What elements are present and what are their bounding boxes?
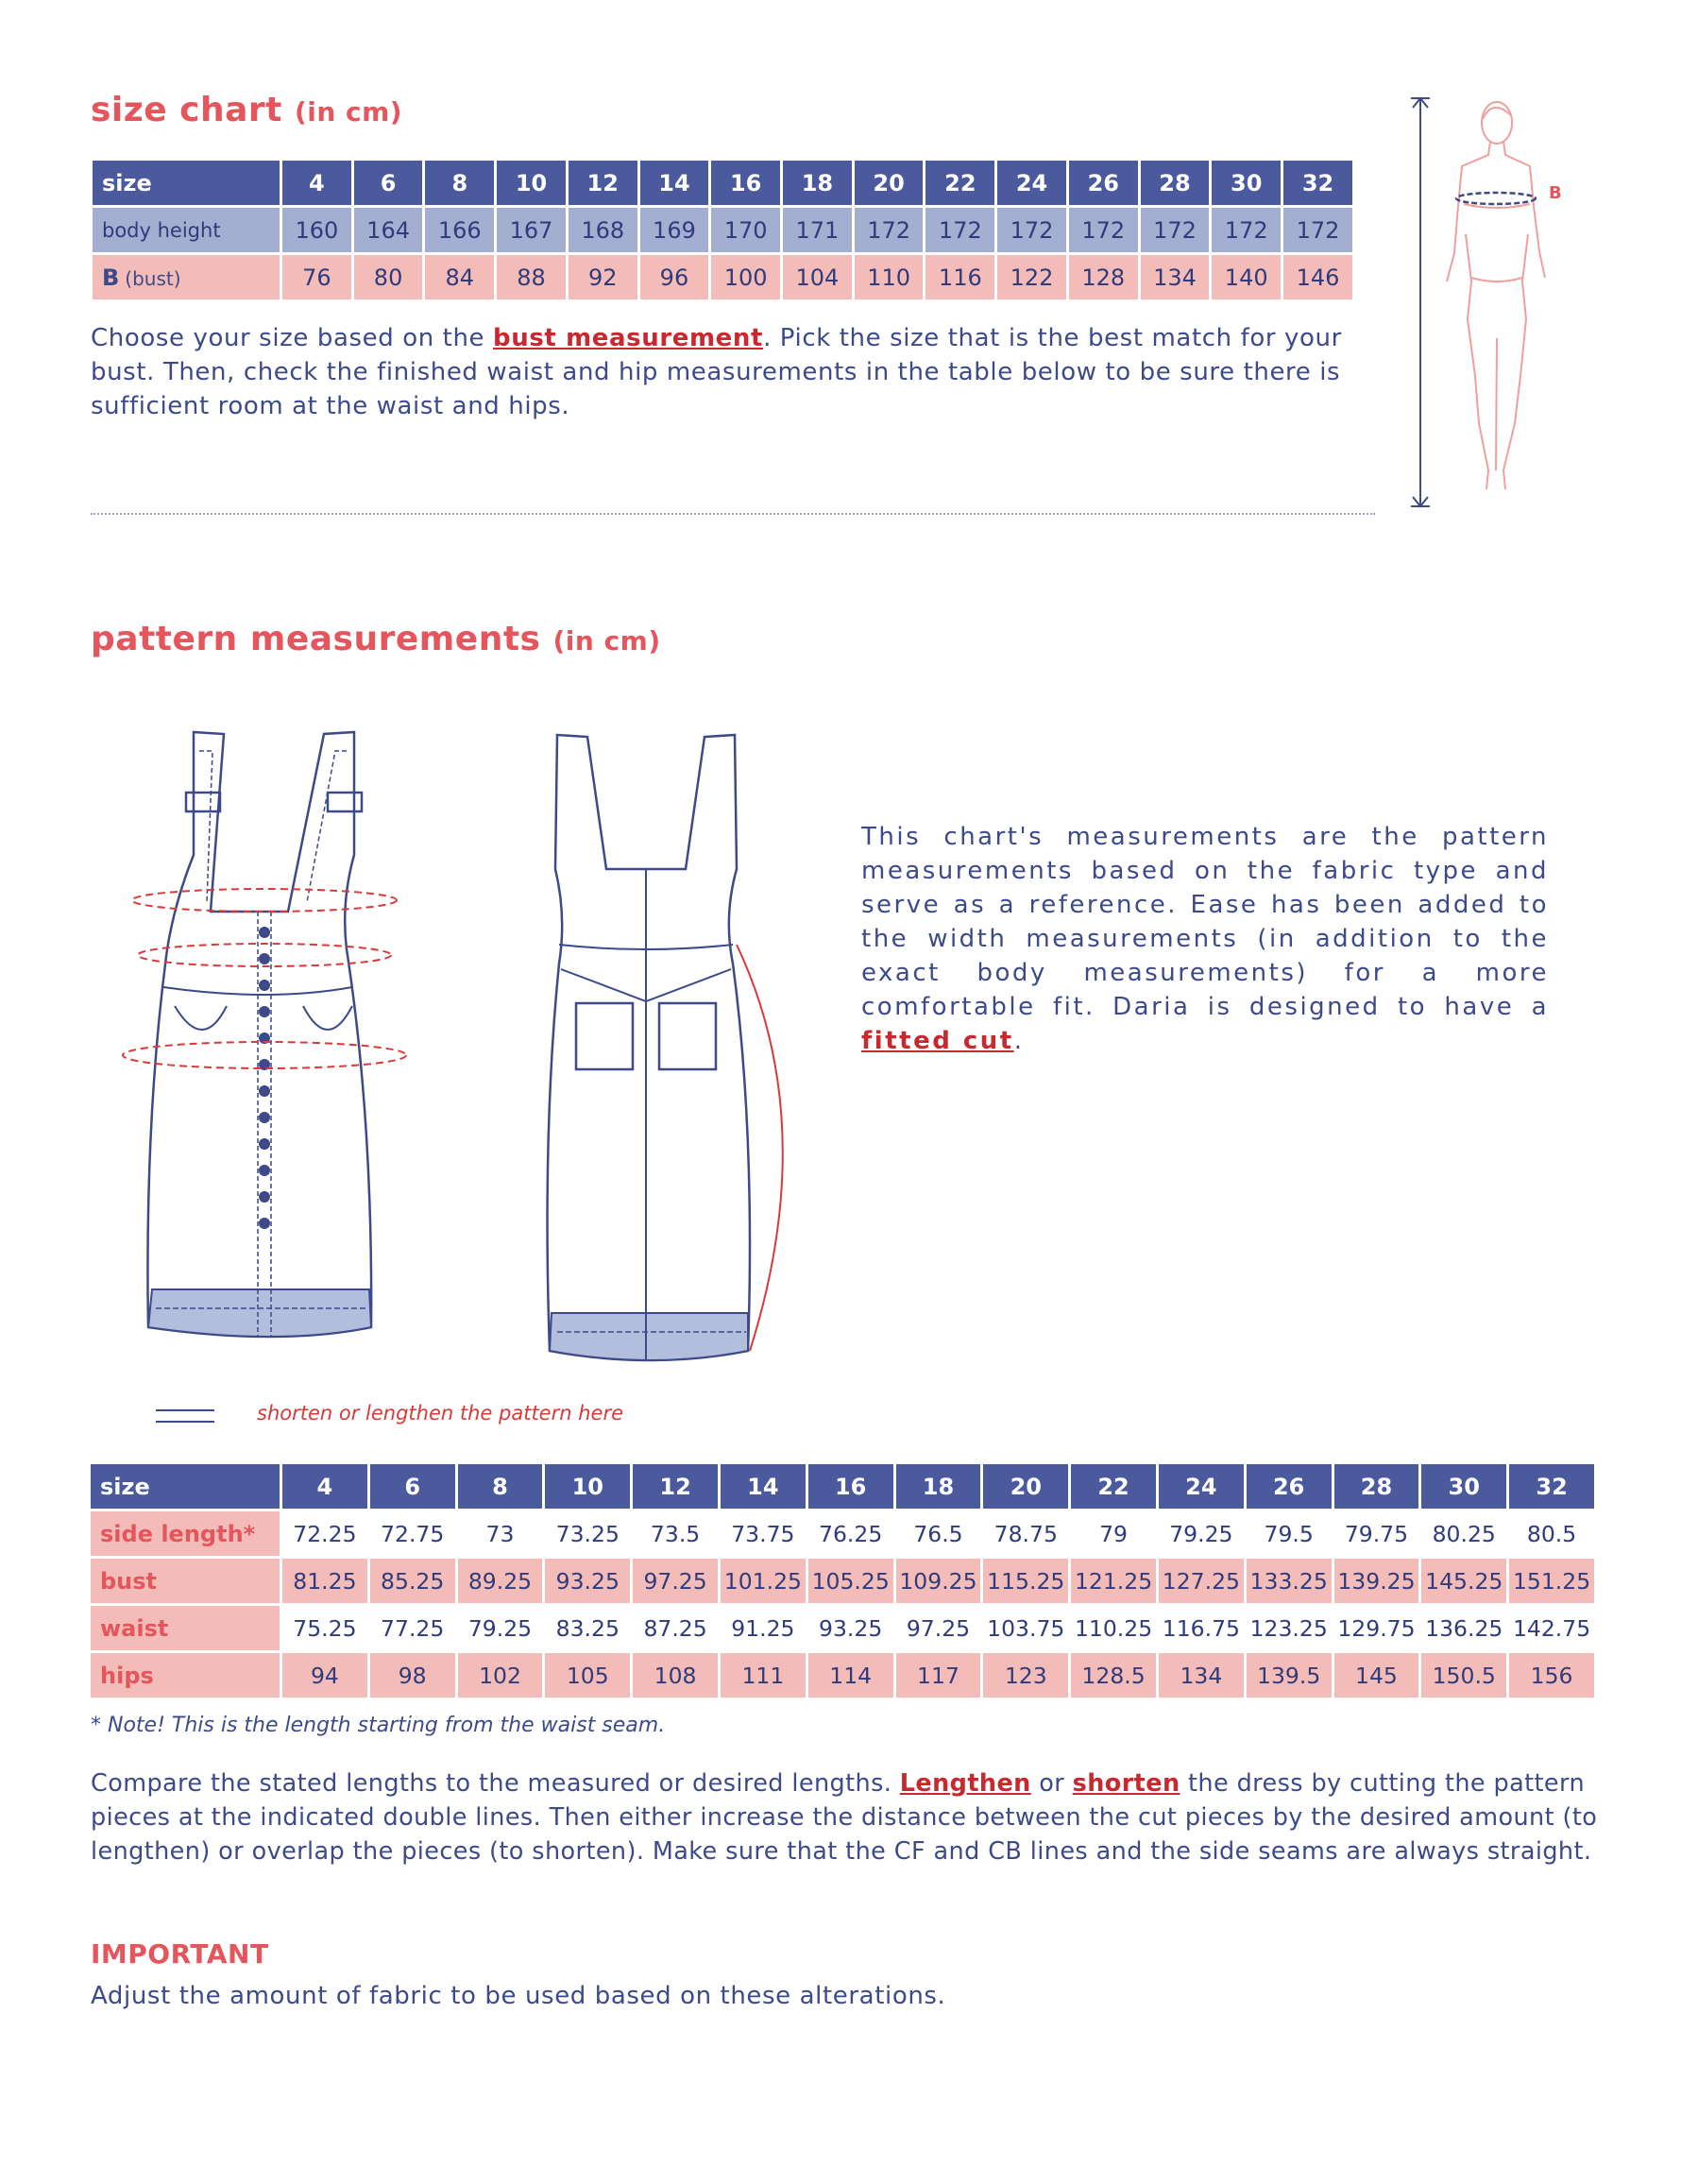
- bust-label-b: B: [1549, 183, 1562, 203]
- bust-cell: 139.25: [1334, 1559, 1419, 1606]
- bust-measurement-link[interactable]: bust measurement: [493, 324, 764, 352]
- woman-outline: [1447, 102, 1545, 489]
- size-header-cell: 22: [925, 161, 994, 208]
- pattern-size-header-cell: 24: [1159, 1464, 1244, 1511]
- important-heading: IMPORTANT: [91, 1938, 269, 1970]
- waist-cell: 97.25: [896, 1606, 981, 1653]
- waist-cell: 123.25: [1247, 1606, 1332, 1653]
- waist-cell: 136.25: [1421, 1606, 1506, 1653]
- side-length-cell: 73: [458, 1511, 543, 1559]
- waist-cell: 110.25: [1071, 1606, 1156, 1653]
- pattern-size-header-cell: 8: [458, 1464, 543, 1511]
- body-height-cell: 172: [1069, 208, 1138, 255]
- bust-cell: 151.25: [1509, 1559, 1594, 1606]
- bust-cell: 109.25: [896, 1559, 981, 1606]
- side-length-cell: 80.25: [1421, 1511, 1506, 1559]
- body-height-cell: 168: [569, 208, 637, 255]
- pattern-measurements-table: [88, 1464, 1597, 1700]
- size-header-cell: 12: [569, 161, 637, 208]
- back-pocket-right: [659, 1003, 716, 1069]
- section-divider: [91, 513, 1375, 515]
- pattern-size-header-cell: 14: [721, 1464, 806, 1511]
- bust-label: bust: [91, 1559, 280, 1606]
- bust-cell: 81.25: [282, 1559, 367, 1606]
- dress-front-illustration: [118, 723, 439, 1356]
- waist-cell: 77.25: [370, 1606, 455, 1653]
- size-header-cell: 16: [711, 161, 780, 208]
- body-height-cell: 172: [997, 208, 1066, 255]
- size-header-cell: 10: [497, 161, 566, 208]
- side-length-cell: 72.75: [370, 1511, 455, 1559]
- pattern-desc-text-2: .: [1013, 1027, 1025, 1055]
- bust-label-sub: (bust): [125, 266, 181, 290]
- bust-label: [93, 255, 280, 302]
- size-header-label: size: [93, 161, 280, 208]
- bust-label-main: B: [102, 264, 120, 291]
- side-length-cell: 76.5: [896, 1511, 981, 1559]
- body-height-cell: 166: [425, 208, 494, 255]
- important-text: Adjust the amount of fabric to be used based on these alterations.: [91, 1982, 946, 2010]
- hips-cell: 150.5: [1421, 1653, 1506, 1700]
- waist-cell: 142.75: [1509, 1606, 1594, 1653]
- hips-cell: 94: [282, 1653, 367, 1700]
- bust-cell: 115.25: [983, 1559, 1068, 1606]
- body-height-cell: 171: [783, 208, 852, 255]
- body-height-cell: 167: [497, 208, 566, 255]
- bust-cell: 145.25: [1421, 1559, 1506, 1606]
- waist-cell: 91.25: [721, 1606, 806, 1653]
- pattern-size-header-cell: 6: [370, 1464, 455, 1511]
- size-chart-table: [90, 161, 1355, 302]
- compare-paragraph: [91, 1766, 1602, 1868]
- side-length-cell: 78.75: [983, 1511, 1068, 1559]
- size-chart-title: [91, 91, 402, 129]
- intro-text-1: Choose your size based on the: [91, 324, 493, 352]
- pattern-desc-text-1: This chart's measurements are the pattern measurements based on the fabric type and serve as a reference. Ease has been added to the width measurements (in addition to the exact body measurements) for a more comfortable fit. Daria is designed to have a: [861, 823, 1549, 1021]
- fitted-cut-link[interactable]: fitted cut: [861, 1027, 1014, 1055]
- bust-cell: 101.25: [721, 1559, 806, 1606]
- pattern-title-text: pattern measurements: [91, 620, 541, 658]
- back-pocket-left: [576, 1003, 633, 1069]
- hips-cell: 117: [896, 1653, 981, 1700]
- bust-cell: 122: [997, 255, 1066, 302]
- pattern-unit: (in cm): [552, 625, 661, 657]
- bust-cell: 84: [425, 255, 494, 302]
- pattern-size-header-cell: 28: [1334, 1464, 1419, 1511]
- waist-cell: 83.25: [545, 1606, 630, 1653]
- size-header-cell: 14: [640, 161, 709, 208]
- bust-cell: 80: [354, 255, 423, 302]
- side-length-cell: 72.25: [282, 1511, 367, 1559]
- pattern-size-header-cell: 12: [633, 1464, 718, 1511]
- bust-cell: 97.25: [633, 1559, 718, 1606]
- bust-cell: 100: [711, 255, 780, 302]
- waist-cell: 79.25: [458, 1606, 543, 1653]
- hips-cell: 134: [1159, 1653, 1244, 1700]
- shorten-link[interactable]: shorten: [1072, 1769, 1180, 1798]
- size-header-cell: 32: [1283, 161, 1352, 208]
- intro-text-2: . Pick the size that is the best match for your bust. Then, check the finished waist and hip measurements in the table below to be sure there is sufficient room at the waist and hips.: [91, 324, 1342, 420]
- pattern-size-header-cell: 18: [896, 1464, 981, 1511]
- body-height-cell: 164: [354, 208, 423, 255]
- hips-cell: 139.5: [1247, 1653, 1332, 1700]
- bust-cell: 116: [925, 255, 994, 302]
- bust-cell: 85.25: [370, 1559, 455, 1606]
- bust-cell: 127.25: [1159, 1559, 1244, 1606]
- compare-text-2: or: [1030, 1769, 1073, 1798]
- size-chart-title-text: size chart: [91, 91, 282, 129]
- bust-cell: 110: [855, 255, 924, 302]
- pattern-size-header-cell: 22: [1071, 1464, 1156, 1511]
- bust-cell: 92: [569, 255, 637, 302]
- body-height-cell: 172: [925, 208, 994, 255]
- waist-cell: 93.25: [808, 1606, 893, 1653]
- size-header-cell: 30: [1212, 161, 1281, 208]
- bust-cell: 88: [497, 255, 566, 302]
- body-height-cell: 172: [1283, 208, 1352, 255]
- hips-cell: 105: [545, 1653, 630, 1700]
- bust-cell: 105.25: [808, 1559, 893, 1606]
- waist-cell: 87.25: [633, 1606, 718, 1653]
- size-header-cell: 8: [425, 161, 494, 208]
- pattern-size-header-cell: 10: [545, 1464, 630, 1511]
- pattern-size-header-label: size: [91, 1464, 280, 1511]
- bust-cell: 146: [1283, 255, 1352, 302]
- side-length-cell: 73.75: [721, 1511, 806, 1559]
- pattern-size-header-cell: 26: [1247, 1464, 1332, 1511]
- side-length-cell: 73.5: [633, 1511, 718, 1559]
- side-length-cell: 79.5: [1247, 1511, 1332, 1559]
- compare-text-1: Compare the stated lengths to the measured or desired lengths.: [91, 1769, 900, 1798]
- bust-cell: 128: [1069, 255, 1138, 302]
- waist-label: waist: [91, 1606, 280, 1653]
- bust-cell: 89.25: [458, 1559, 543, 1606]
- side-length-note: * Note! This is the length starting from the waist seam.: [91, 1714, 666, 1737]
- body-height-cell: 172: [1141, 208, 1210, 255]
- body-figure-illustration: [1398, 93, 1568, 518]
- pattern-size-header-cell: 4: [282, 1464, 367, 1511]
- bust-cell: 134: [1141, 255, 1210, 302]
- hips-cell: 156: [1509, 1653, 1594, 1700]
- bust-measure-line: [1456, 193, 1536, 204]
- side-length-label: side length*: [91, 1511, 280, 1559]
- size-header-cell: 4: [282, 161, 351, 208]
- body-height-cell: 160: [282, 208, 351, 255]
- bust-cell: 93.25: [545, 1559, 630, 1606]
- bust-cell: 76: [282, 255, 351, 302]
- size-header-cell: 20: [855, 161, 924, 208]
- waist-cell: 116.75: [1159, 1606, 1244, 1653]
- bust-cell: 96: [640, 255, 709, 302]
- hips-cell: 123: [983, 1653, 1068, 1700]
- hips-cell: 108: [633, 1653, 718, 1700]
- side-length-cell: 73.25: [545, 1511, 630, 1559]
- lengthen-link[interactable]: Lengthen: [899, 1769, 1031, 1798]
- hips-cell: 114: [808, 1653, 893, 1700]
- hips-cell: 98: [370, 1653, 455, 1700]
- bust-cell: 140: [1212, 255, 1281, 302]
- body-height-cell: 170: [711, 208, 780, 255]
- waist-cell: 75.25: [282, 1606, 367, 1653]
- body-height-cell: 169: [640, 208, 709, 255]
- bust-cell: 104: [783, 255, 852, 302]
- body-height-cell: 172: [1212, 208, 1281, 255]
- hips-cell: 145: [1334, 1653, 1419, 1700]
- double-line-legend-icon: [156, 1409, 214, 1423]
- pattern-size-header-cell: 30: [1421, 1464, 1506, 1511]
- size-chart-intro: [91, 321, 1375, 423]
- pattern-description: [861, 820, 1549, 1058]
- pattern-size-header-cell: 20: [983, 1464, 1068, 1511]
- hips-cell: 128.5: [1071, 1653, 1156, 1700]
- body-height-cell: 172: [855, 208, 924, 255]
- pattern-size-header-cell: 16: [808, 1464, 893, 1511]
- side-length-cell: 76.25: [808, 1511, 893, 1559]
- size-header-cell: 6: [354, 161, 423, 208]
- compare-text-3: the dress by cutting the pattern pieces at the indicated double lines. Then either increase the distance between the cut pieces by the desired amount (to lengthen) or overlap the pieces (to shorten). Make sure that the CF and CB lines and the side seams are always straight.: [91, 1769, 1598, 1866]
- side-length-cell: 79.25: [1159, 1511, 1244, 1559]
- hips-cell: 111: [721, 1653, 806, 1700]
- legend-label: shorten or lengthen the pattern here: [257, 1402, 623, 1425]
- size-header-cell: 24: [997, 161, 1066, 208]
- side-length-cell: 79.75: [1334, 1511, 1419, 1559]
- size-header-cell: 28: [1141, 161, 1210, 208]
- size-header-cell: 26: [1069, 161, 1138, 208]
- hips-label: hips: [91, 1653, 280, 1700]
- waist-cell: 103.75: [983, 1606, 1068, 1653]
- hips-cell: 102: [458, 1653, 543, 1700]
- pattern-measurements-title: [91, 620, 661, 658]
- bust-cell: 133.25: [1247, 1559, 1332, 1606]
- side-length-cell: 79: [1071, 1511, 1156, 1559]
- dress-back-illustration: [501, 727, 822, 1370]
- waist-cell: 129.75: [1334, 1606, 1419, 1653]
- bust-cell: 121.25: [1071, 1559, 1156, 1606]
- body-height-label: body height: [93, 208, 280, 255]
- size-chart-unit: (in cm): [294, 96, 403, 128]
- size-header-cell: 18: [783, 161, 852, 208]
- side-length-cell: 80.5: [1509, 1511, 1594, 1559]
- pattern-size-header-cell: 32: [1509, 1464, 1594, 1511]
